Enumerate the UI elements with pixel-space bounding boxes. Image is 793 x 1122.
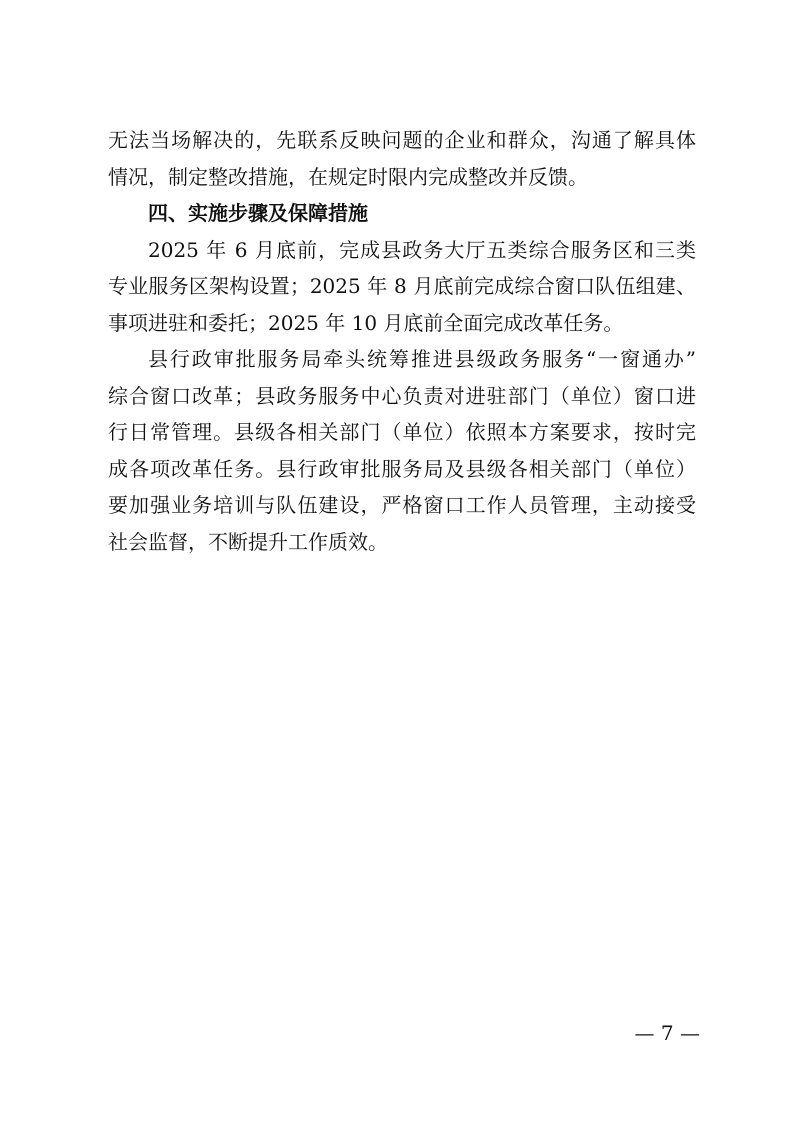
paragraph-continued [108,122,696,195]
page-number-text: — 7 — [634,1021,700,1045]
text-line: 综合窗口改革；县政务服务中心负责对进驻部门（单位）窗口进 [108,383,696,408]
text-line: 社会监督，不断提升工作质效。 [108,529,388,554]
text-line: 情况，制定整改措施，在规定时限内完成整改并反馈。 [108,164,588,189]
page-number [0,1018,793,1048]
paragraph-schedule [108,232,696,342]
text-line: 事项进驻和委托；2025 年 10 月底前全面完成改革任务。 [108,310,624,335]
paragraph-responsibility [108,341,696,560]
text-line: 要加强业务培训与队伍建设，严格窗口工作人员管理，主动接受 [108,493,696,517]
section-heading: 四、实施步骤及保障措施 [148,201,368,225]
text-line: 行日常管理。县级各相关部门（单位）依照本方案要求，按时完 [108,420,696,444]
text-line: 2025 年 6 月底前，完成县政务大厅五类综合服务区和三类 [148,237,696,262]
document-body [108,122,696,560]
text-line: 无法当场解决的，先联系反映问题的企业和群众，沟通了解具体 [108,128,696,152]
text-line: 成各项改革任务。县行政审批服务局及县级各相关部门（单位） [108,456,696,481]
text-line: 县行政审批服务局牵头统筹推进县级政务服务“一窗通办” [148,347,696,371]
text-line: 专业服务区架构设置；2025 年 8 月底前完成综合窗口队伍组建、 [108,274,696,298]
